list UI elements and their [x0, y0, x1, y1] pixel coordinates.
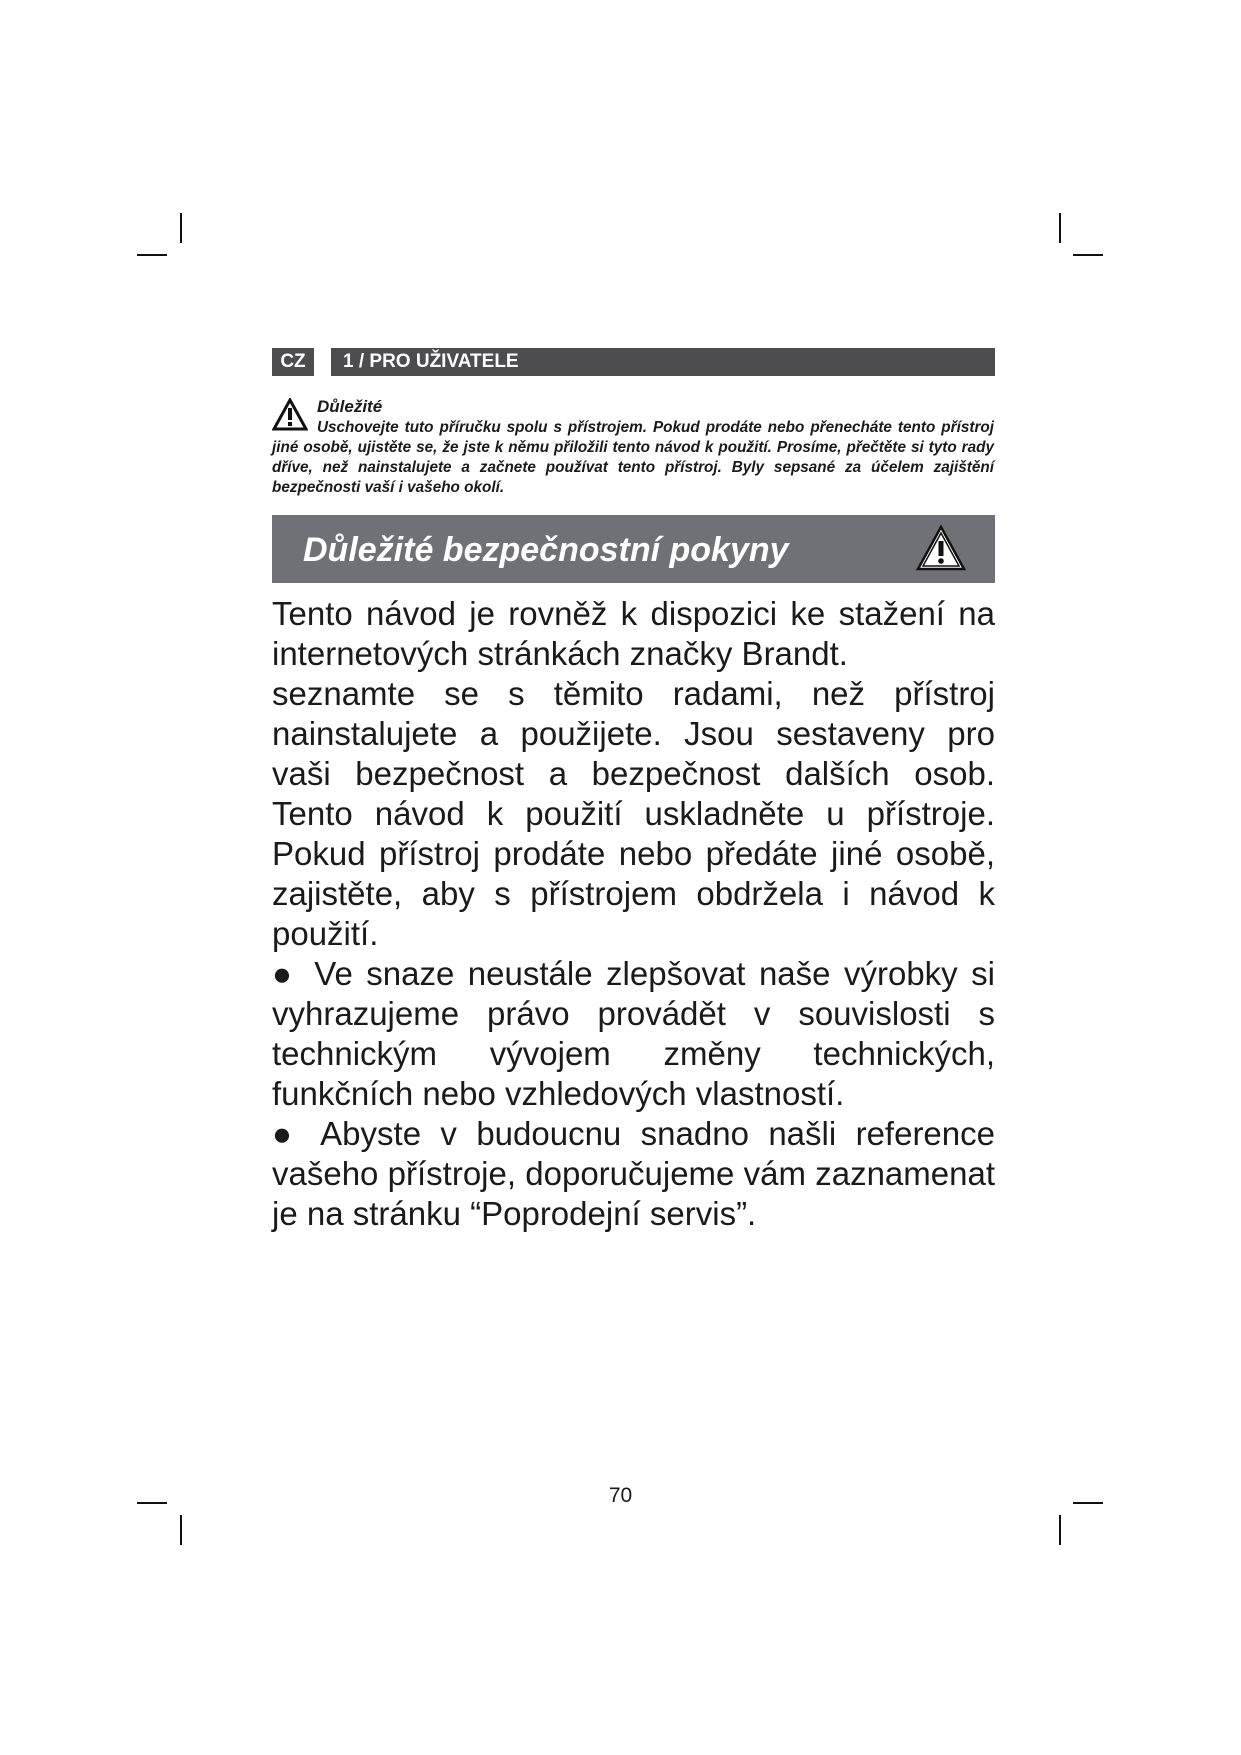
bullet-item — [272, 954, 995, 1114]
language-badge: CZ — [272, 348, 314, 376]
crop-mark-bottom-right-v — [1059, 1515, 1061, 1545]
paragraph-download-info: Tento návod je rovněž k dispozici ke stažení na internetových stránkách značky Brandt. — [272, 595, 995, 672]
crop-mark-bottom-left-v — [180, 1515, 182, 1545]
main-text — [272, 594, 995, 1234]
bullet-text: Abyste v budoucnu snadno našli reference vašeho přístroje, doporučujeme vám zaznamenat je na stránku “Poprodejní servis”. — [272, 1115, 995, 1232]
bullet-symbol: ● — [272, 1115, 303, 1152]
warning-triangle-icon — [915, 524, 967, 572]
section-title: 1 / PRO UŽIVATELE — [331, 348, 995, 376]
crop-mark-top-left-v — [180, 213, 182, 243]
crop-mark-top-right-v — [1059, 213, 1061, 243]
bullet-item — [272, 1114, 995, 1234]
banner-title: Důležité bezpečnostní pokyny — [303, 531, 789, 569]
note-title: Důležité — [317, 397, 383, 416]
bullet-text: Ve snaze neustále zlepšovat naše výrobky si vyhrazujeme právo provádět v souvislosti s technickým vývojem změny technických, funkčních nebo vzhledových vlastností. — [272, 955, 995, 1112]
page-number: 70 — [608, 1484, 633, 1507]
crop-mark-top-right-h — [1073, 254, 1103, 256]
note-body: Uschovejte tuto příručku spolu s přístrojem. Pokud prodáte nebo přenecháte tento přístroj jiné osobě, ujistěte se, že jste k němu přiložili tento návod k použití. Prosíme, přečtěte si tyto rady dříve, než nainstalujete a začnete používat tento přístroj. Byly sepsané za účelem zajištění bezpečnosti vaší i vašeho okolí. — [272, 419, 994, 496]
bullet-symbol: ● — [272, 955, 297, 992]
paragraph-safety-advice: seznamte se s těmito radami, než přístroj nainstalujete a použijete. Jsou sestaveny pro vaši bezpečnost a bezpečnost dalších osob. Tento návod k použití uskladněte u přístroje. Pokud přístroj prodáte nebo předáte jiné osobě, zajistěte, aby s přístrojem obdržela i návod k použití. — [272, 675, 995, 952]
safety-banner — [272, 515, 995, 583]
crop-mark-top-left-h — [137, 254, 167, 256]
